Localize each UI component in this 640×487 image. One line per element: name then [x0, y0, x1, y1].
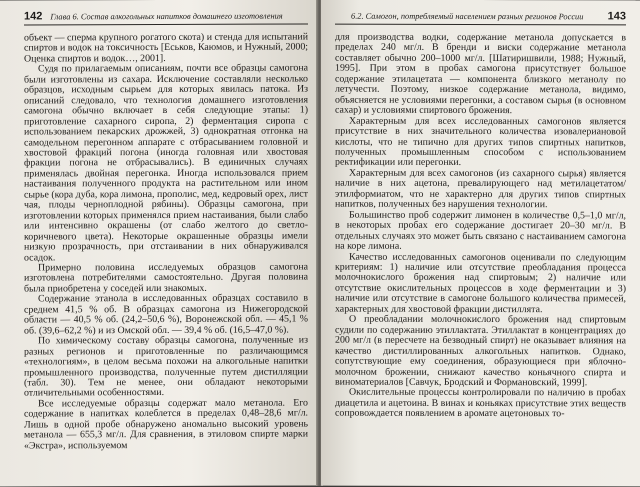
left-page-header [24, 9, 308, 25]
right-paragraph: для производства водки, содержание метанола допускается в пределах 240 мг/л. В бренди и виски содержание метанола составляет обычно 200–1000 мг/л. [Шатиришвили, 1988; Нужный, 1995]. При этом в пробах самогона присутствует большое содержание этилацетата — компонента близкого метанолу по летучести. Поэтому, низкое содержание метанола, видимо, объясняется не условиями перегонки, а составом сырья (в основном сахар) и условиями спиртового брожения. [335, 31, 626, 117]
right-page [321, 0, 640, 486]
left-paragraph: Содержание этанола в исследованных образцах составило в среднем 41,5 % об. В образцах самогона из Нижегородской области — 40,5 % об. (24,2–50,6 %), Воронежской обл. — 45,1 % об. (39,6–62,2 %) и из Омской обл. — 39,4 % об. (16,5–47,0 %). [24, 292, 308, 337]
right-paragraph: Окислительные процессы контролировали по наличию в пробах диацетила и ацетоина. В винах и коньяках присутствие этих веществ сопровождается появлением в аромате ацетоновых то- [335, 387, 626, 420]
left-paragraph: Все исследуемые образцы содержат мало метанола. Его содержание в напитках колеблется в пределах 0,48–28,6 мг/л. Лишь в одной пробе обнаружено аномально высокий уровень метанола — 655,3 мг/л. Для сравнения, в этиловом спирте марки «Экстра», используемом [24, 397, 308, 452]
right-paragraph: Характерным для всех самогонов (из сахарного сырья) является наличие в них ацетона, превалирующего над метилацетатом/этилформиатом, что не характерно для других типов спиртных напитков, полученных без нарушения технологии. [335, 167, 626, 211]
left-running-head: Глава 6. Состав алкогольных напитков домашнего изготовления [50, 11, 283, 22]
left-page-number: 142 [24, 10, 43, 23]
right-paragraph: О преобладании молочнокислого брожения над спиртовым судили по содержанию этиллактата. Этиллактат в концентрациях до 200 мг/л (в пересчете на безводный спирт) не оказывает влияния на качество дистиллированных алкогольных напитков. Однако, сопутствующие ему соединения, образующиеся при яблочно-молочном брожении, снижают качество коньячного спирта и виноматериалов [Савчук, Бродский и Формановский, 1999]. [335, 313, 626, 389]
right-page-number: 143 [607, 10, 626, 23]
right-paragraph: Характерным для всех исследованных самогонов является присутствие в них значительного количества изовалериановой кислоты, что не типично для других типов спиртных напитков, полученных промышленным способом с использованием ректификации или перегонки. [335, 115, 626, 169]
left-paragraph: По химическому составу образцы самогона, полученные из разных регионов и приготовленные по различающимся «технологиям», в целом весьма похожи на алкогольные напитки промышленного производства, полученные путем дистилляции (табл. 30). Тем не менее, они обладают некоторыми отличительными особенностями. [24, 334, 308, 399]
left-paragraph: Судя по прилагаемым описаниям, почти все образцы самогона были изготовлены из сахара. Исключение составляли несколько образцов, исходным сырьем для которых явилась патока. Из описаний следовало, что технология домашнего изготовления самогона обычно включает в себя следующие этапы: 1) приготовление сахарного сиропа, 2) ферментация сиропа с использованием пекарских дрожжей, 3) однократная отгонка на самодельном перегонном аппарате с отбрасыванием головной и хвостовой фракций погона (иногда головная или хвостовая фракции погона не отбрасывались). В единичных случаях применялась двойная перегонка. Иногда использовался прием настаивания полученного продукта на растительном или ином сырье (кора дуба, кора лимона, прополис, мед, кедровый орех, лист чая, плоды черноплодной рябины). Образцы самогона, при изготовлении которых применялся прием настаивания, были слабо или интенсивно окрашены (от слабо желтого до светло-коричневого цвета). Некоторые окрашенные образцы имели низкую прозрачность, при отстаивании в них обнаруживался осадок. [24, 62, 308, 263]
left-paragraph: объект — сперма крупного рогатого скота) и стенда для испытаний спиртов и водок на токсичность [Еськов, Каюмов, и Нужный, 2000; Оценка спиртов и водок…, 2001]. [24, 31, 308, 65]
left-paragraph: Примерно половина исследуемых образцов самогона изготовлена потребителями самостоятельно. Другая половина была приобретена у соседей или знакомых. [24, 261, 308, 295]
right-paragraph: Качество исследованных самогонов оценивали по следующим критериям: 1) наличие или отсутствие преобладания процесса молочнокислого брожения над спиртовым; 2) наличие или отсутствие окислительных процессов в ходе ферментации и 3) наличие или отсутствие в самогоне большого количества примесей, характерных для хвостовой фракции дистиллята. [335, 251, 626, 315]
right-page-header [335, 10, 626, 26]
right-running-head: 6.2. Самогон, потребляемый населением разных регионов России [351, 11, 584, 22]
right-paragraph: Большинство проб содержит лимонен в количестве 0,5–1,0 мг/л, в некоторых пробах его содержание достигает 20–30 мг/л. В отдельных случаях это может быть связано с настаиванием самогона на коре лимона. [335, 209, 626, 252]
left-page [0, 0, 318, 487]
